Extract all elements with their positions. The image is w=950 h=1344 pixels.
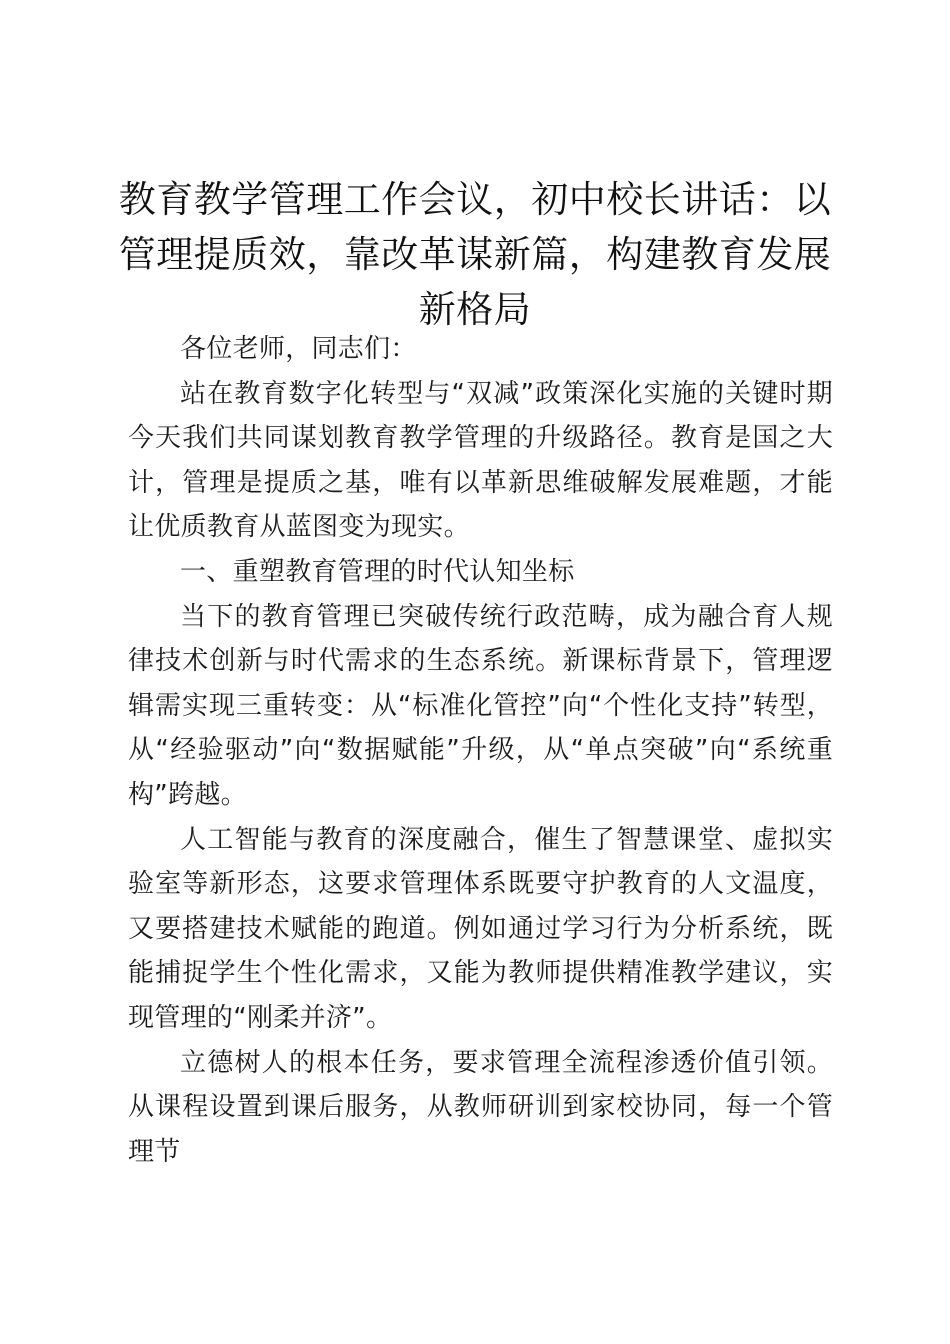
paragraph-moral-education: 立德树人的根本任务，要求管理全流程渗透价值引领。从课程设置到课后服务，从教师研训到家校协同，每一个管理节 (128, 1047, 833, 1167)
section-heading-1: 一、重塑教育管理的时代认知坐标 (180, 556, 575, 587)
paragraph-management-shift: 当下的教育管理已突破传统行政范畴，成为融合育人规律技术创新与时代需求的生态系统。新课标背景下，管理逻辑需实现三重转变：从“标准化管控”向“个性化支持”转型，从“经验驱动”向“数据赋能”升级，从“单点突破”向“系统重构”跨越。 (128, 601, 833, 810)
greeting: 各位老师，同志们： (180, 334, 417, 364)
paragraph-ai-integration: 人工智能与教育的深度融合，催生了智慧课堂、虚拟实验室等新形态，这要求管理体系既要守护教育的人文温度，又要搭建技术赋能的跑道。例如通过学习行为分析系统，既能捕捉学生个性化需求，又能为教师提供精准教学建议，实现管理的“刚柔并济”。 (128, 824, 833, 1033)
paragraph-intro: 站在教育数字化转型与“双减”政策深化实施的关键时期今天我们共同谋划教育教学管理的升级路径。教育是国之大计，管理是提质之基，唯有以革新思维破解发展难题，才能让优质教育从蓝图变为现实。 (128, 378, 833, 543)
document-body (128, 327, 833, 1174)
document-title: 教育教学管理工作会议，初中校长讲话：以管理提质效，靠改革谋新篇，构建教育发展新格局 (118, 178, 832, 331)
